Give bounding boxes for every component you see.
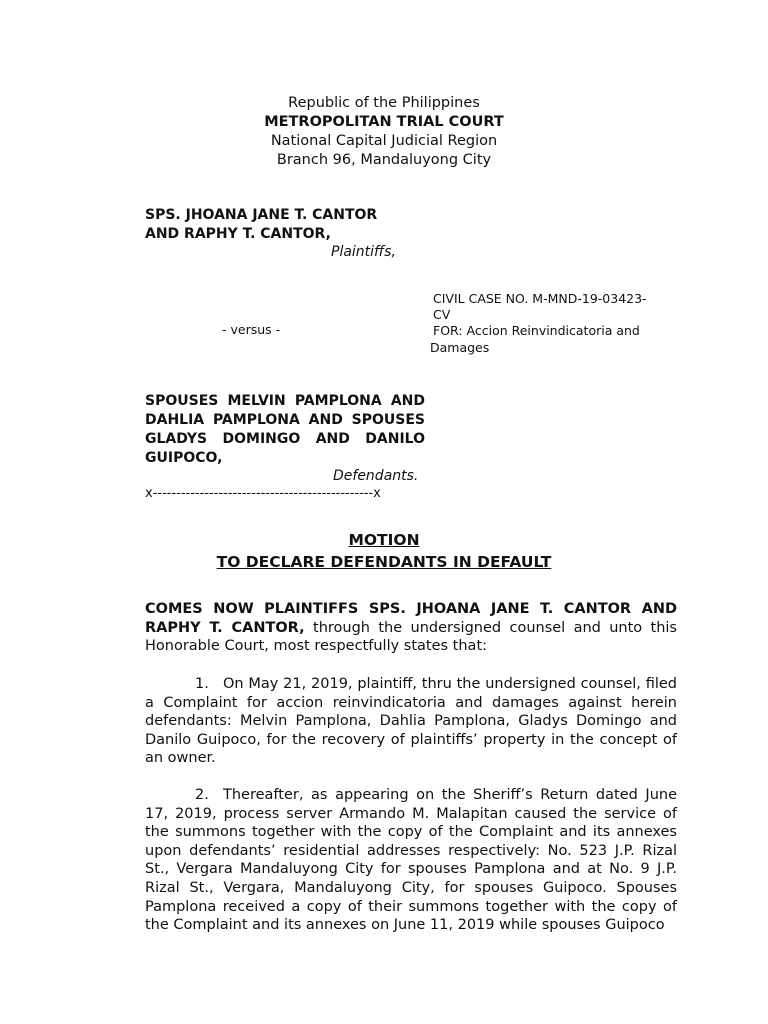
header-region: National Capital Judicial Region bbox=[270, 133, 498, 149]
versus-label: - versus - bbox=[222, 322, 281, 337]
plaintiffs-label: Plaintiffs, bbox=[331, 244, 396, 260]
defendants-line-1: SPOUSES MELVIN PAMPLONA AND bbox=[145, 393, 425, 409]
paragraph-1 bbox=[145, 675, 677, 768]
paragraph-1-text: On May 21, 2019, plaintiff, thru the undersigned counsel, filed a Complaint for accion reinvindicatoria and damages against herein defendants: Melvin Pamplona, Dahlia Pamplona, Gladys Domingo and Danilo Guipoco, for the recovery of plaintiffs’ property in the concept of an owner. bbox=[145, 676, 677, 767]
motion-title: MOTION bbox=[348, 531, 420, 549]
header-republic: Republic of the Philippines bbox=[288, 95, 480, 111]
plaintiffs-line-1: SPS. JHOANA JANE T. CANTOR bbox=[145, 207, 378, 223]
paragraph-2-number: 2. bbox=[195, 787, 209, 803]
case-for-line-2: Damages bbox=[430, 340, 490, 355]
defendants-line-4: GUIPOCO, bbox=[145, 450, 223, 466]
caption-separator: x-----------------------------------------------x bbox=[145, 486, 381, 501]
defendants-line-2: DAHLIA PAMPLONA AND SPOUSES bbox=[145, 412, 425, 428]
intro-parties: COMES NOW PLAINTIFFS SPS. JHOANA JANE T. CANTOR AND RAPHY T. CANTOR, bbox=[145, 601, 677, 636]
defendants-label: Defendants. bbox=[333, 468, 419, 484]
intro-paragraph bbox=[145, 600, 677, 656]
case-number-line-1: CIVIL CASE NO. M-MND-19-03423- bbox=[433, 291, 647, 306]
plaintiffs-line-2: AND RAPHY T. CANTOR, bbox=[145, 226, 331, 242]
paragraph-1-number: 1. bbox=[195, 676, 209, 692]
header-branch: Branch 96, Mandaluyong City bbox=[276, 152, 492, 168]
case-number-line-2: CV bbox=[433, 307, 451, 322]
motion-subtitle: TO DECLARE DEFENDANTS IN DEFAULT bbox=[216, 553, 552, 571]
defendants-line-3: GLADYS DOMINGO AND DANILO bbox=[145, 431, 425, 447]
header-court: METROPOLITAN TRIAL COURT bbox=[264, 114, 504, 130]
intro-text: through the undersigned counsel and unto this Honorable Court, most respectfully states that: bbox=[145, 619, 677, 655]
paragraph-2-text: Thereafter, as appearing on the Sheriff’s Return dated June 17, 2019, process server Armando M. Malapitan caused the service of the summons together with the copy of the Complaint and its annexes upon defendants’ residential addresses respectively: No. 523 J.P. Rizal St., Vergara Mandaluyong City for spouses Pamplona and at No. 9 J.P. Rizal St., Vergara, Mandaluyong City, for spouses Guipoco. Spouses Pamplona received a copy of their summons together with the copy of the Complaint and its annexes on June 11, 2019 while spouses Guipoco bbox=[145, 787, 677, 934]
paragraph-2 bbox=[145, 786, 677, 935]
case-for-line-1: FOR: Accion Reinvindicatoria and bbox=[433, 323, 640, 338]
